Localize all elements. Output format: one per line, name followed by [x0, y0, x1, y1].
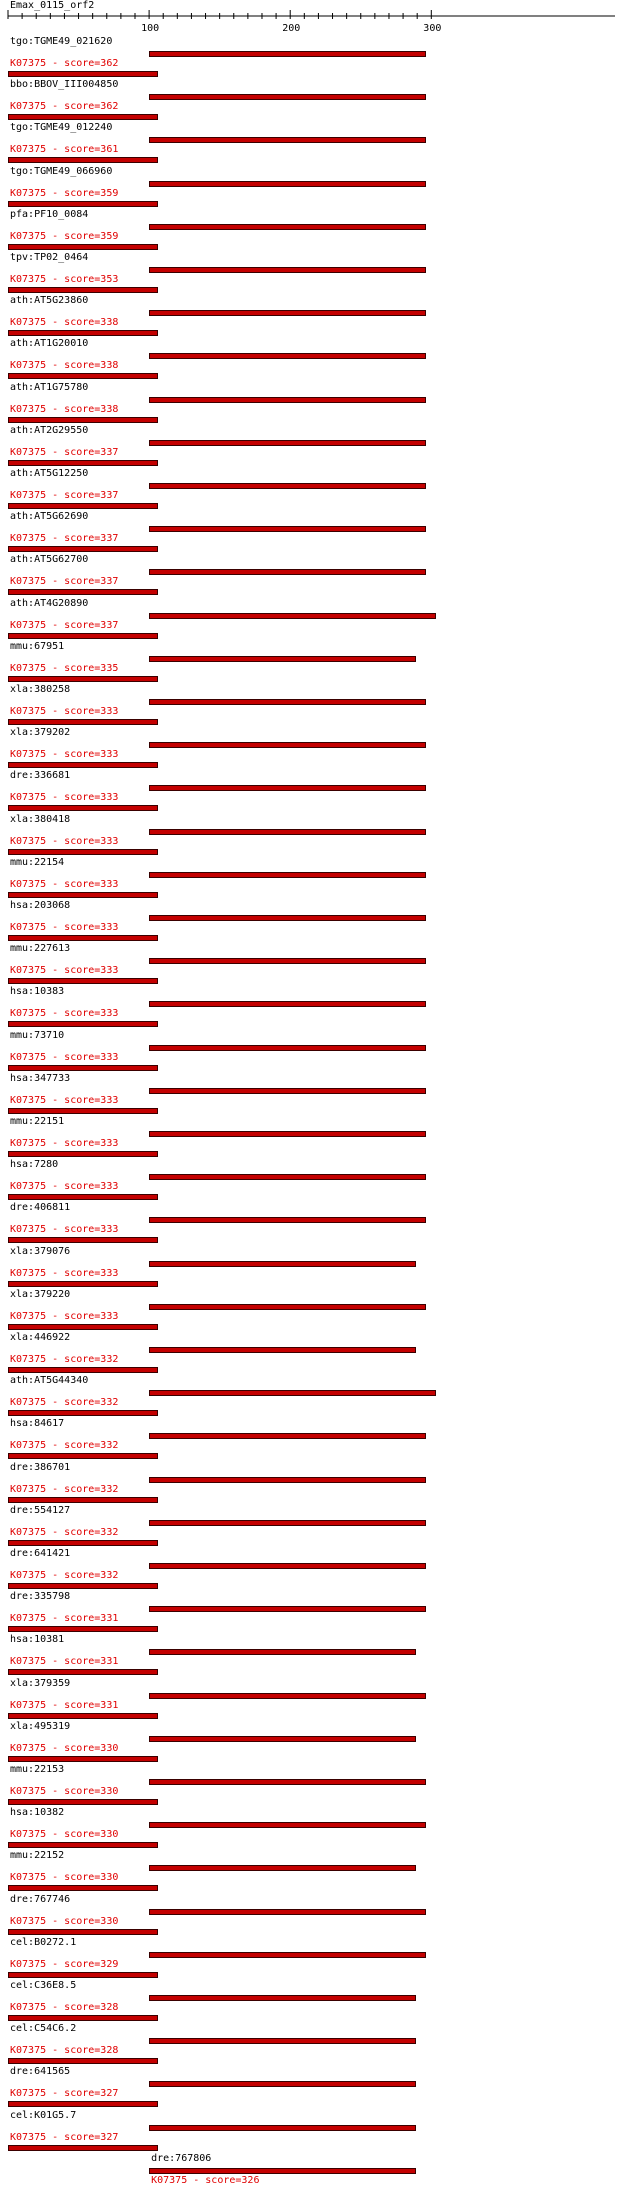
gene-label[interactable]: hsa:84617 — [10, 1418, 65, 1430]
query-alignment-bar[interactable] — [149, 1304, 426, 1310]
ko-score-label[interactable]: K07375 - score=337 — [10, 576, 119, 588]
ko-score-label[interactable]: K07375 - score=333 — [10, 1138, 119, 1149]
gene-label[interactable]: cel:K01G5.7 — [10, 2109, 77, 2121]
hit-alignment-bar[interactable] — [8, 1540, 158, 1546]
gene-label[interactable]: ath:AT5G44340 — [10, 1375, 89, 1387]
gene-label[interactable]: bbo:BBOV_III004850 — [10, 79, 119, 91]
gene-label[interactable]: ath:AT5G12250 — [10, 468, 89, 479]
query-alignment-bar[interactable] — [149, 1865, 416, 1871]
query-alignment-bar[interactable] — [149, 1477, 426, 1483]
gene-label[interactable]: dre:386701 — [10, 1461, 71, 1473]
hit-alignment-bar[interactable] — [8, 1626, 158, 1632]
hit-alignment-bar[interactable] — [8, 1497, 158, 1503]
query-alignment-bar[interactable] — [149, 1217, 426, 1223]
gene-label[interactable]: ath:AT1G20010 — [10, 338, 89, 350]
ko-score-label[interactable]: K07375 - score=333 — [10, 1310, 119, 1322]
query-alignment-bar[interactable] — [149, 1822, 426, 1828]
query-alignment-bar[interactable] — [149, 1131, 426, 1137]
hit-alignment-bar[interactable] — [8, 244, 158, 250]
gene-label[interactable]: dre:767746 — [10, 1893, 71, 1905]
hit-alignment-bar[interactable] — [8, 589, 158, 595]
gene-label[interactable]: pfa:PF10_0084 — [10, 208, 89, 220]
gene-label[interactable]: ath:AT5G62690 — [10, 511, 89, 523]
ko-score-label[interactable]: K07375 - score=331 — [10, 1699, 119, 1711]
query-alignment-bar[interactable] — [149, 51, 426, 57]
gene-label[interactable]: mmu:22153 — [10, 1764, 65, 1775]
hit-alignment-bar[interactable] — [8, 1929, 158, 1935]
hit-alignment-bar[interactable] — [8, 935, 158, 941]
ko-score-label[interactable]: K07375 - score=329 — [10, 1958, 119, 1970]
query-alignment-bar[interactable] — [149, 483, 426, 489]
query-alignment-bar[interactable] — [149, 1045, 426, 1051]
ko-score-label[interactable]: K07375 - score=338 — [10, 403, 119, 415]
hit-alignment-bar[interactable] — [8, 1713, 158, 1719]
hit-alignment-bar[interactable] — [8, 373, 158, 379]
gene-label[interactable]: cel:B0272.1 — [10, 1936, 77, 1948]
gene-label[interactable]: xla:379359 — [10, 1677, 71, 1689]
gene-label[interactable]: dre:336681 — [10, 770, 71, 782]
query-alignment-bar[interactable] — [149, 1390, 436, 1396]
ko-score-label[interactable]: K07375 - score=333 — [10, 878, 119, 890]
ko-score-label[interactable]: K07375 - score=333 — [10, 965, 119, 977]
gene-label[interactable]: dre:641565 — [10, 2066, 71, 2078]
query-alignment-bar[interactable] — [149, 915, 426, 921]
hit-alignment-bar[interactable] — [8, 849, 158, 855]
hit-alignment-bar[interactable] — [8, 676, 158, 682]
ko-score-label[interactable]: K07375 - score=333 — [10, 922, 119, 933]
ko-score-label[interactable]: K07375 - score=326 — [151, 2174, 260, 2186]
ruler-tick-label: 200 — [282, 23, 301, 34]
query-alignment-bar[interactable] — [149, 224, 426, 230]
hit-alignment-bar[interactable] — [8, 2058, 158, 2064]
hit-alignment-bar[interactable] — [8, 762, 158, 768]
ko-score-label[interactable]: K07375 - score=333 — [10, 1094, 119, 1106]
hit-alignment-bar[interactable] — [8, 1108, 158, 1114]
ko-score-label[interactable]: K07375 - score=330 — [10, 1915, 119, 1927]
ko-score-label[interactable]: K07375 - score=333 — [10, 749, 119, 761]
gene-label[interactable]: xla:379220 — [10, 1288, 71, 1300]
gene-label[interactable]: hsa:10383 — [10, 986, 65, 998]
query-alignment-bar[interactable] — [149, 137, 426, 143]
query-alignment-bar[interactable] — [149, 699, 426, 705]
hit-alignment-bar[interactable] — [8, 1281, 158, 1287]
query-alignment-bar[interactable] — [149, 958, 426, 964]
ko-score-label[interactable]: K07375 - score=328 — [10, 2002, 119, 2013]
ko-score-label[interactable]: K07375 - score=333 — [10, 835, 119, 847]
ko-score-label[interactable]: K07375 - score=337 — [10, 490, 119, 501]
ko-score-label[interactable]: K07375 - score=333 — [10, 706, 119, 717]
hit-alignment-bar[interactable] — [8, 1453, 158, 1459]
hit-alignment-bar[interactable] — [8, 1842, 158, 1848]
hit-alignment-bar[interactable] — [8, 805, 158, 811]
gene-label[interactable]: mmu:73710 — [10, 1029, 65, 1041]
query-alignment-bar[interactable] — [149, 526, 426, 532]
ko-score-label[interactable]: K07375 - score=333 — [10, 1181, 119, 1193]
hit-alignment-bar[interactable] — [8, 2015, 158, 2021]
query-alignment-bar[interactable] — [149, 1606, 426, 1612]
hit-alignment-bar[interactable] — [8, 1151, 158, 1157]
hit-alignment-bar[interactable] — [8, 546, 158, 552]
query-alignment-bar[interactable] — [149, 181, 426, 187]
gene-label[interactable]: tpv:TP02_0464 — [10, 252, 89, 263]
query-alignment-bar[interactable] — [149, 1174, 426, 1180]
ko-score-label[interactable]: K07375 - score=333 — [10, 1224, 119, 1236]
query-alignment-bar[interactable] — [149, 94, 426, 100]
ko-score-label[interactable]: K07375 - score=337 — [10, 446, 119, 458]
gene-label[interactable]: dre:406811 — [10, 1202, 71, 1214]
ko-score-label[interactable]: K07375 - score=337 — [10, 533, 119, 545]
gene-label[interactable]: cel:C54C6.2 — [10, 2023, 77, 2035]
gene-label[interactable]: tgo:TGME49_066960 — [10, 165, 113, 177]
ruler-tick-label: 300 — [423, 23, 442, 34]
gene-label[interactable]: mmu:22154 — [10, 856, 65, 868]
gene-label[interactable]: xla:380258 — [10, 684, 71, 695]
query-alignment-bar[interactable] — [149, 1995, 416, 2001]
query-alignment-bar[interactable] — [149, 353, 426, 359]
ko-score-label[interactable]: K07375 - score=332 — [10, 1397, 119, 1409]
ko-score-label[interactable]: K07375 - score=333 — [10, 792, 119, 804]
gene-label[interactable]: dre:641421 — [10, 1548, 71, 1559]
query-alignment-bar[interactable] — [149, 1693, 426, 1699]
query-alignment-bar[interactable] — [149, 1779, 426, 1785]
hit-alignment-bar[interactable] — [8, 1669, 158, 1675]
gene-label[interactable]: dre:767806 — [151, 2152, 212, 2164]
ruler-tick-label: 100 — [141, 23, 160, 34]
query-alignment-bar[interactable] — [149, 1909, 426, 1915]
hit-alignment-bar[interactable] — [8, 633, 158, 639]
ko-score-label[interactable]: K07375 - score=327 — [10, 2088, 119, 2100]
gene-label[interactable]: hsa:10381 — [10, 1634, 65, 1646]
query-alignment-bar[interactable] — [149, 1952, 426, 1958]
gene-label[interactable]: xla:380418 — [10, 813, 71, 825]
ko-score-label[interactable]: K07375 - score=333 — [10, 1008, 119, 1020]
hit-alignment-bar[interactable] — [8, 892, 158, 898]
hit-alignment-bar[interactable] — [8, 1885, 158, 1891]
gene-label[interactable]: hsa:7280 — [10, 1159, 59, 1171]
query-alignment-bar[interactable] — [149, 569, 426, 575]
hit-alignment-bar[interactable] — [8, 1194, 158, 1200]
ko-score-label[interactable]: K07375 - score=330 — [10, 1786, 119, 1797]
gene-label[interactable]: ath:AT1G75780 — [10, 381, 89, 393]
ko-score-label[interactable]: K07375 - score=362 — [10, 58, 119, 69]
query-alignment-bar[interactable] — [149, 785, 426, 791]
gene-label[interactable]: cel:C36E8.5 — [10, 1980, 77, 1991]
ko-score-label[interactable]: K07375 - score=327 — [10, 2131, 119, 2143]
gene-label[interactable]: hsa:10382 — [10, 1807, 65, 1819]
query-alignment-bar[interactable] — [149, 829, 426, 835]
ko-score-label[interactable]: K07375 - score=332 — [10, 1440, 119, 1452]
gene-label[interactable]: ath:AT5G62700 — [10, 554, 89, 566]
ko-score-label[interactable]: K07375 - score=330 — [10, 1829, 119, 1841]
ko-score-label[interactable]: K07375 - score=331 — [10, 1613, 119, 1625]
gene-label[interactable]: xla:446922 — [10, 1332, 71, 1343]
gene-label[interactable]: tgo:TGME49_021620 — [10, 36, 113, 47]
ko-score-label[interactable]: K07375 - score=331 — [10, 1656, 119, 1668]
ko-score-label[interactable]: K07375 - score=359 — [10, 230, 119, 242]
ko-score-label[interactable]: K07375 - score=338 — [10, 360, 119, 372]
hit-alignment-bar[interactable] — [8, 1583, 158, 1589]
query-alignment-bar[interactable] — [149, 1433, 426, 1439]
gene-label[interactable]: xla:495319 — [10, 1720, 71, 1732]
gene-label[interactable]: mmu:67951 — [10, 640, 65, 652]
hit-alignment-bar[interactable] — [8, 330, 158, 336]
ko-score-label[interactable]: K07375 - score=353 — [10, 274, 119, 285]
query-alignment-bar[interactable] — [149, 2038, 416, 2044]
hit-alignment-bar[interactable] — [8, 287, 158, 293]
ko-score-label[interactable]: K07375 - score=332 — [10, 1483, 119, 1495]
ko-score-label[interactable]: K07375 - score=332 — [10, 1570, 119, 1581]
hit-alignment-bar[interactable] — [8, 1367, 158, 1373]
query-alignment-bar[interactable] — [149, 656, 416, 662]
hit-alignment-bar[interactable] — [8, 978, 158, 984]
gene-label[interactable]: xla:379076 — [10, 1245, 71, 1257]
query-alignment-bar[interactable] — [149, 872, 426, 878]
ko-score-label[interactable]: K07375 - score=362 — [10, 101, 119, 113]
query-alignment-bar[interactable] — [149, 1736, 416, 1742]
query-alignment-bar[interactable] — [149, 1520, 426, 1526]
query-alignment-bar[interactable] — [149, 613, 436, 619]
gene-label[interactable]: xla:379202 — [10, 727, 71, 739]
query-alignment-bar[interactable] — [149, 1563, 426, 1569]
gene-label[interactable]: hsa:203068 — [10, 900, 71, 911]
hit-alignment-bar[interactable] — [8, 1324, 158, 1330]
ko-score-label[interactable]: K07375 - score=333 — [10, 1267, 119, 1279]
query-alignment-bar[interactable] — [149, 2125, 416, 2131]
hit-alignment-bar[interactable] — [8, 157, 158, 163]
hit-alignment-bar[interactable] — [8, 719, 158, 725]
ko-score-label[interactable]: K07375 - score=338 — [10, 317, 119, 329]
ko-score-label[interactable]: K07375 - score=337 — [10, 619, 119, 631]
gene-label[interactable]: mmu:227613 — [10, 943, 71, 955]
gene-label[interactable]: dre:554127 — [10, 1504, 71, 1516]
hit-alignment-bar[interactable] — [8, 460, 158, 466]
hit-alignment-bar[interactable] — [8, 201, 158, 207]
ko-score-label[interactable]: K07375 - score=332 — [10, 1354, 119, 1365]
gene-label[interactable]: ath:AT5G23860 — [10, 295, 89, 307]
ko-score-label[interactable]: K07375 - score=359 — [10, 187, 119, 199]
hit-alignment-bar[interactable] — [8, 2145, 158, 2151]
query-alignment-bar[interactable] — [149, 1088, 426, 1094]
gene-label[interactable]: mmu:22152 — [10, 1850, 65, 1862]
ko-score-label[interactable]: K07375 - score=361 — [10, 144, 119, 156]
query-alignment-bar[interactable] — [149, 1001, 426, 1007]
ko-score-label[interactable]: K07375 - score=328 — [10, 2045, 119, 2057]
hit-alignment-bar[interactable] — [8, 1021, 158, 1027]
hit-alignment-bar[interactable] — [8, 1756, 158, 1762]
gene-label[interactable]: ath:AT4G20890 — [10, 597, 89, 609]
gene-label[interactable]: hsa:347733 — [10, 1072, 71, 1084]
hit-alignment-bar[interactable] — [8, 1799, 158, 1805]
query-alignment-bar[interactable] — [149, 1649, 416, 1655]
gene-label[interactable]: ath:AT2G29550 — [10, 424, 89, 436]
gene-label[interactable]: mmu:22151 — [10, 1116, 65, 1127]
query-alignment-bar[interactable] — [149, 267, 426, 273]
hit-alignment-bar[interactable] — [8, 1065, 158, 1071]
query-alignment-bar[interactable] — [149, 310, 426, 316]
hit-alignment-bar[interactable] — [8, 114, 158, 120]
hit-alignment-bar[interactable] — [8, 1972, 158, 1978]
hit-alignment-bar[interactable] — [8, 2101, 158, 2107]
ko-score-label[interactable]: K07375 - score=330 — [10, 1872, 119, 1884]
hit-alignment-bar[interactable] — [8, 71, 158, 77]
query-title: Emax_0115_orf2 — [10, 0, 95, 11]
gene-label[interactable]: dre:335798 — [10, 1591, 71, 1603]
ko-score-label[interactable]: K07375 - score=333 — [10, 1051, 119, 1063]
gene-label[interactable]: tgo:TGME49_012240 — [10, 122, 113, 134]
query-alignment-bar[interactable] — [149, 440, 426, 446]
ko-score-label[interactable]: K07375 - score=332 — [10, 1526, 119, 1538]
query-alignment-bar[interactable] — [149, 2168, 416, 2174]
query-alignment-bar[interactable] — [149, 2081, 416, 2087]
hit-alignment-bar[interactable] — [8, 417, 158, 423]
ko-score-label[interactable]: K07375 - score=335 — [10, 662, 119, 674]
hit-alignment-bar[interactable] — [8, 1410, 158, 1416]
ko-score-label[interactable]: K07375 - score=330 — [10, 1742, 119, 1754]
query-alignment-bar[interactable] — [149, 397, 426, 403]
hit-alignment-bar[interactable] — [8, 1237, 158, 1243]
query-alignment-bar[interactable] — [149, 742, 426, 748]
query-alignment-bar[interactable] — [149, 1261, 416, 1267]
query-alignment-bar[interactable] — [149, 1347, 416, 1353]
hit-alignment-bar[interactable] — [8, 503, 158, 509]
